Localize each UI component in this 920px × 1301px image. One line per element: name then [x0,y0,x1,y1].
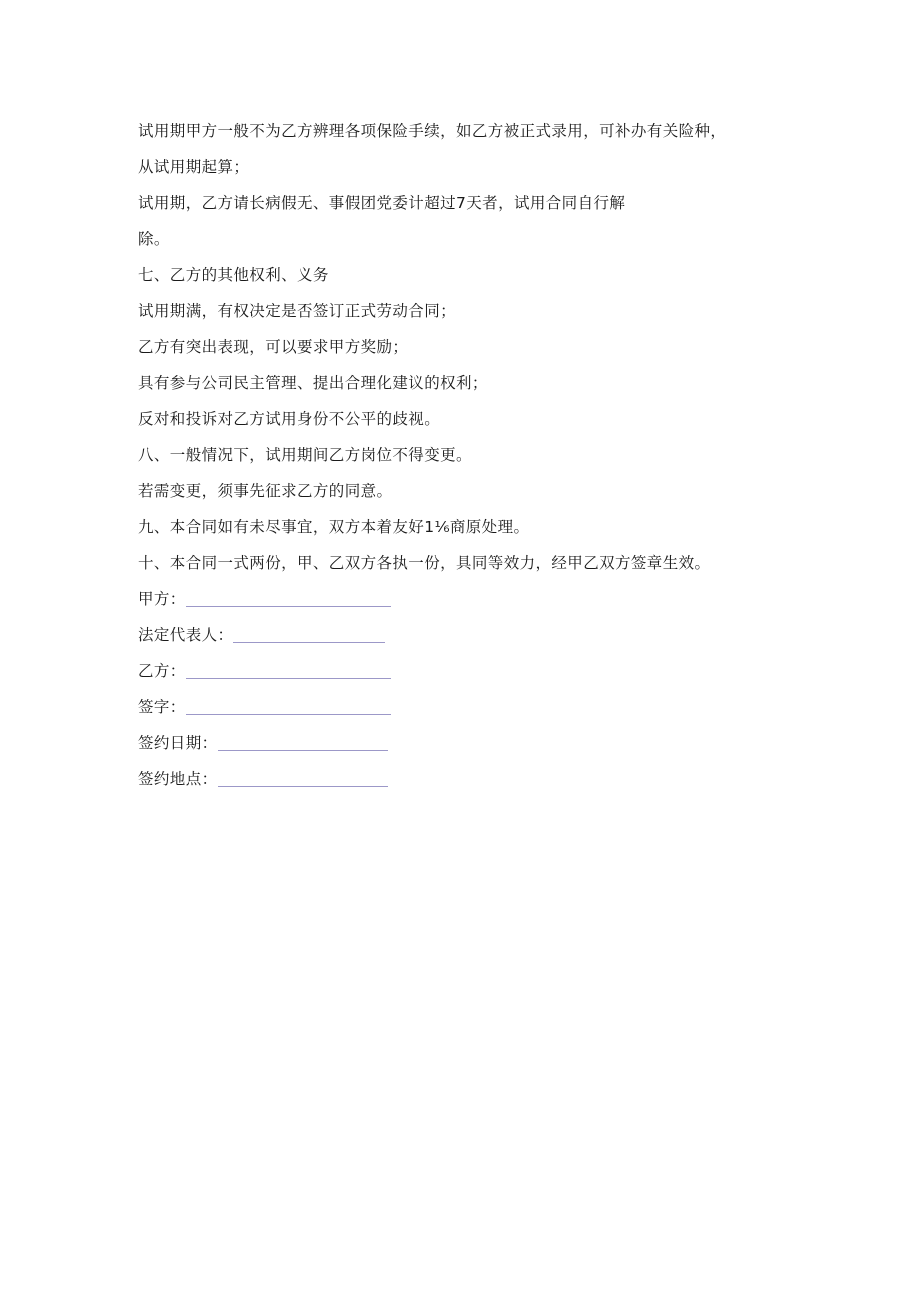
paragraph: 试用期，乙方请长病假无、事假团党委计超过7天者，试用合同自行解 [138,194,626,212]
section-heading: 九、本合同如有未尽事宜，双方本着友好1⅙商原处理。 [138,518,530,536]
paragraph: 若需变更，须事先征求乙方的同意。 [138,482,393,500]
signature-field-legal-rep [138,617,788,653]
signature-field-date [138,725,788,761]
signature-label: 签字： [138,698,186,716]
document-body [138,113,788,797]
signature-blank-line[interactable] [218,786,388,787]
signature-blank-line[interactable] [186,678,391,679]
signature-blank-line[interactable] [218,750,388,751]
section-heading: 八、一般情况下，试用期间乙方岗位不得变更。 [138,446,472,464]
paragraph: 从试用期起算； [138,158,250,176]
signature-field-signature [138,689,788,725]
signature-label: 甲方： [138,590,186,608]
signature-blank-line[interactable] [233,642,385,643]
paragraph: 试用期满，有权决定是否签订正式劳动合同； [138,302,457,320]
signature-label: 签约地点： [138,770,218,788]
signature-label: 法定代表人： [138,626,234,644]
paragraph: 除。 [138,230,170,248]
signature-label: 乙方： [138,662,186,680]
signature-blank-line[interactable] [186,606,391,607]
section-heading: 七、乙方的其他权利、义务 [138,266,329,284]
paragraph: 乙方有突出表现，可以要求甲方奖励； [138,338,409,356]
signature-field-place [138,761,788,797]
signature-label: 签约日期： [138,734,218,752]
paragraph: 具有参与公司民主管理、提出合理化建议的权利； [138,374,488,392]
paragraph: 试用期甲方一般不为乙方辨理各项保险手续，如乙方被正式录用，可补办有关险种， [138,122,727,140]
signature-field-party-a [138,581,788,617]
signature-field-party-b [138,653,788,689]
paragraph: 反对和投诉对乙方试用身份不公平的歧视。 [138,410,441,428]
signature-blank-line[interactable] [186,714,391,715]
section-heading: 十、本合同一式两份，甲、乙双方各执一份，具同等效力，经甲乙双方签章生效。 [138,554,711,572]
